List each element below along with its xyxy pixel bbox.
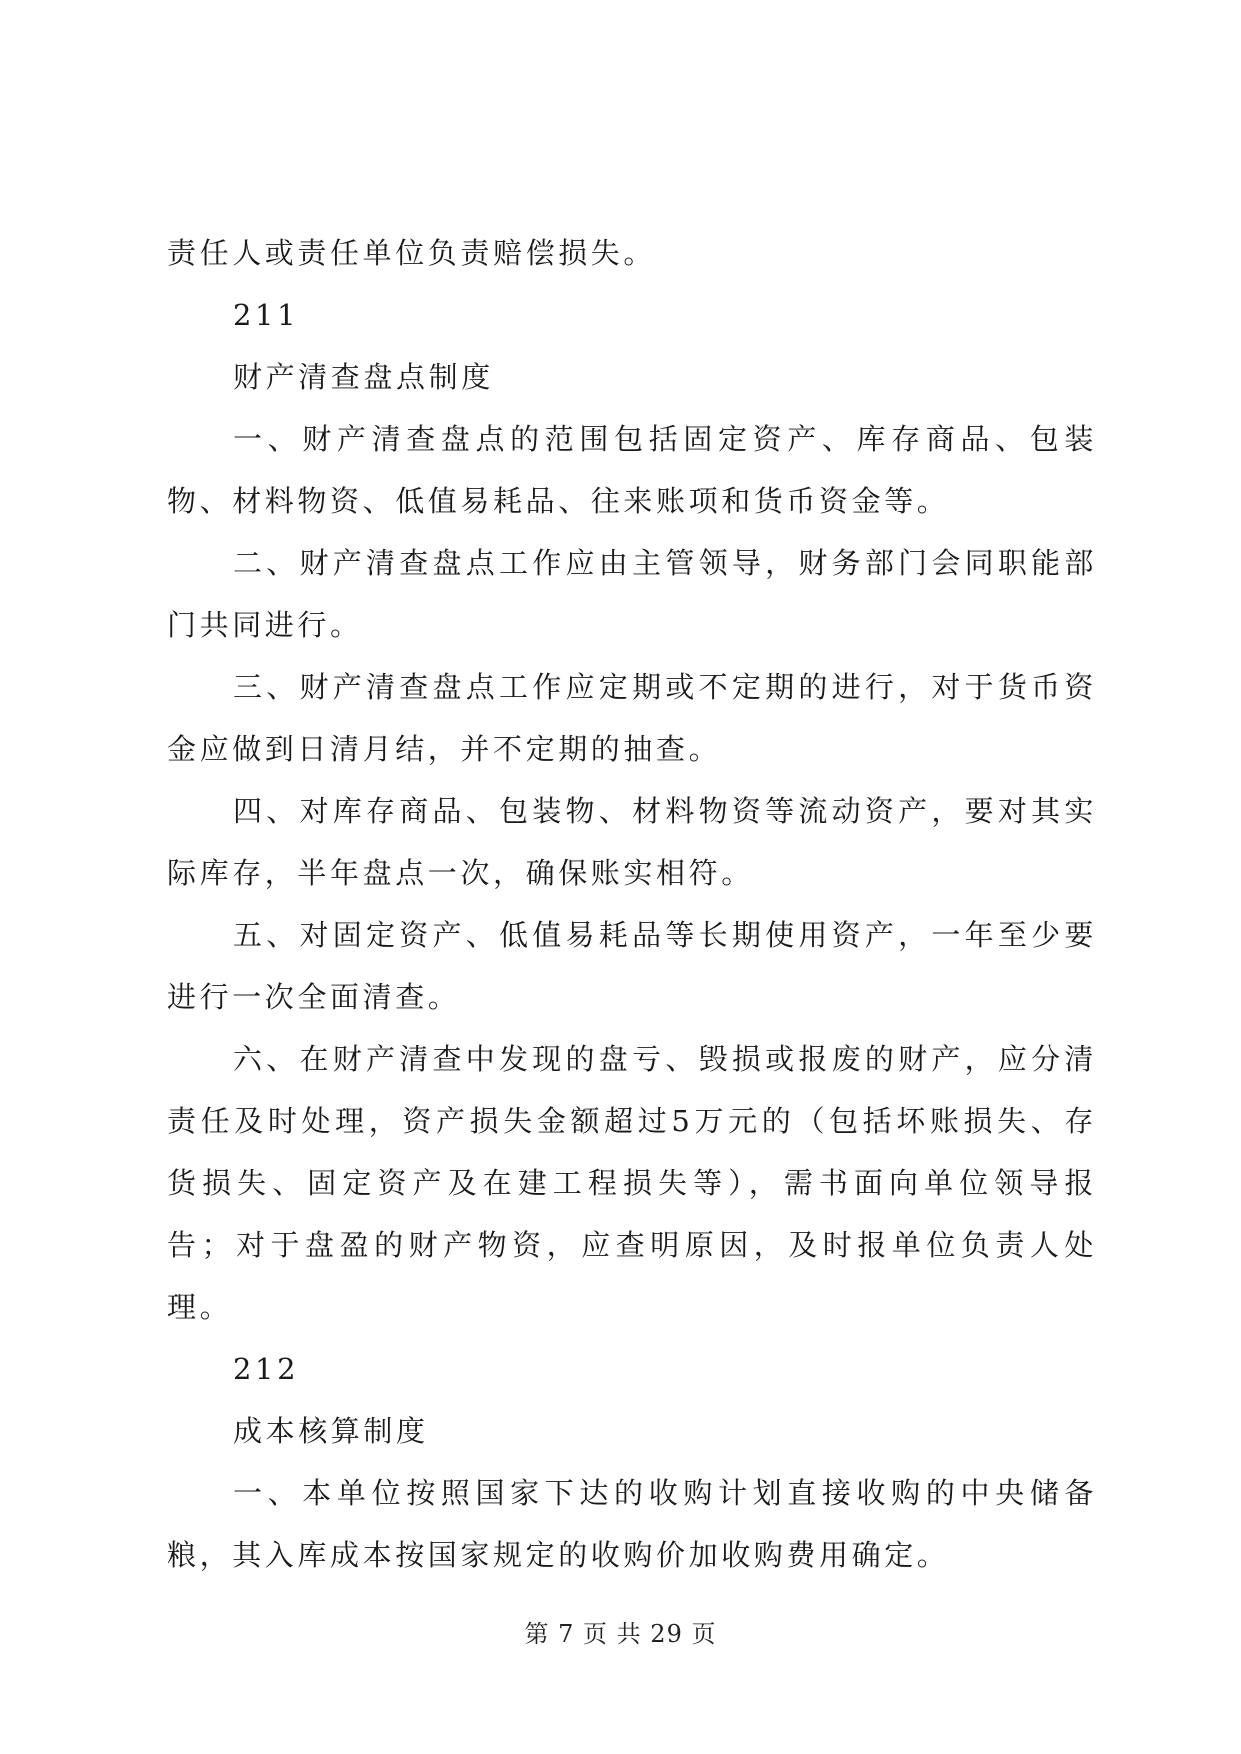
paragraph: 一、财产清查盘点的范围包括固定资产、库存商品、包装物、材料物资、低值易耗品、往来账项和货币资金等。 [167,422,1097,518]
section-heading: 成本核算制度 [233,1414,429,1448]
paragraph: 责任人或责任单位负责赔偿损失。 [167,236,657,270]
paragraph: 二、财产清查盘点工作应由主管领导，财务部门会同职能部门共同进行。 [167,546,1097,642]
section-number: 211 [233,298,300,332]
paragraph: 五、对固定资产、低值易耗品等长期使用资产，一年至少要进行一次全面清查。 [167,918,1097,1014]
page-footer: 第 7 页 共 29 页 [524,1620,717,1648]
section-heading: 财产清查盘点制度 [233,360,494,394]
paragraph: 六、在财产清查中发现的盘亏、毁损或报废的财产，应分清责任及时处理，资产损失金额超过5万元的（包括坏账损失、存货损失、固定资产及在建工程损失等），需书面向单位领导报告；对于盘盈的财产物资，应查明原因，及时报单位负责人处理。 [167,1042,1097,1324]
paragraph: 四、对库存商品、包装物、材料物资等流动资产，要对其实际库存，半年盘点一次，确保账实相符。 [167,794,1097,890]
section-number: 212 [233,1352,300,1386]
document-body [167,222,1097,1586]
paragraph: 三、财产清查盘点工作应定期或不定期的进行，对于货币资金应做到日清月结，并不定期的抽查。 [167,670,1097,766]
paragraph: 一、本单位按照国家下达的收购计划直接收购的中央储备粮，其入库成本按国家规定的收购价加收购费用确定。 [167,1476,1097,1572]
